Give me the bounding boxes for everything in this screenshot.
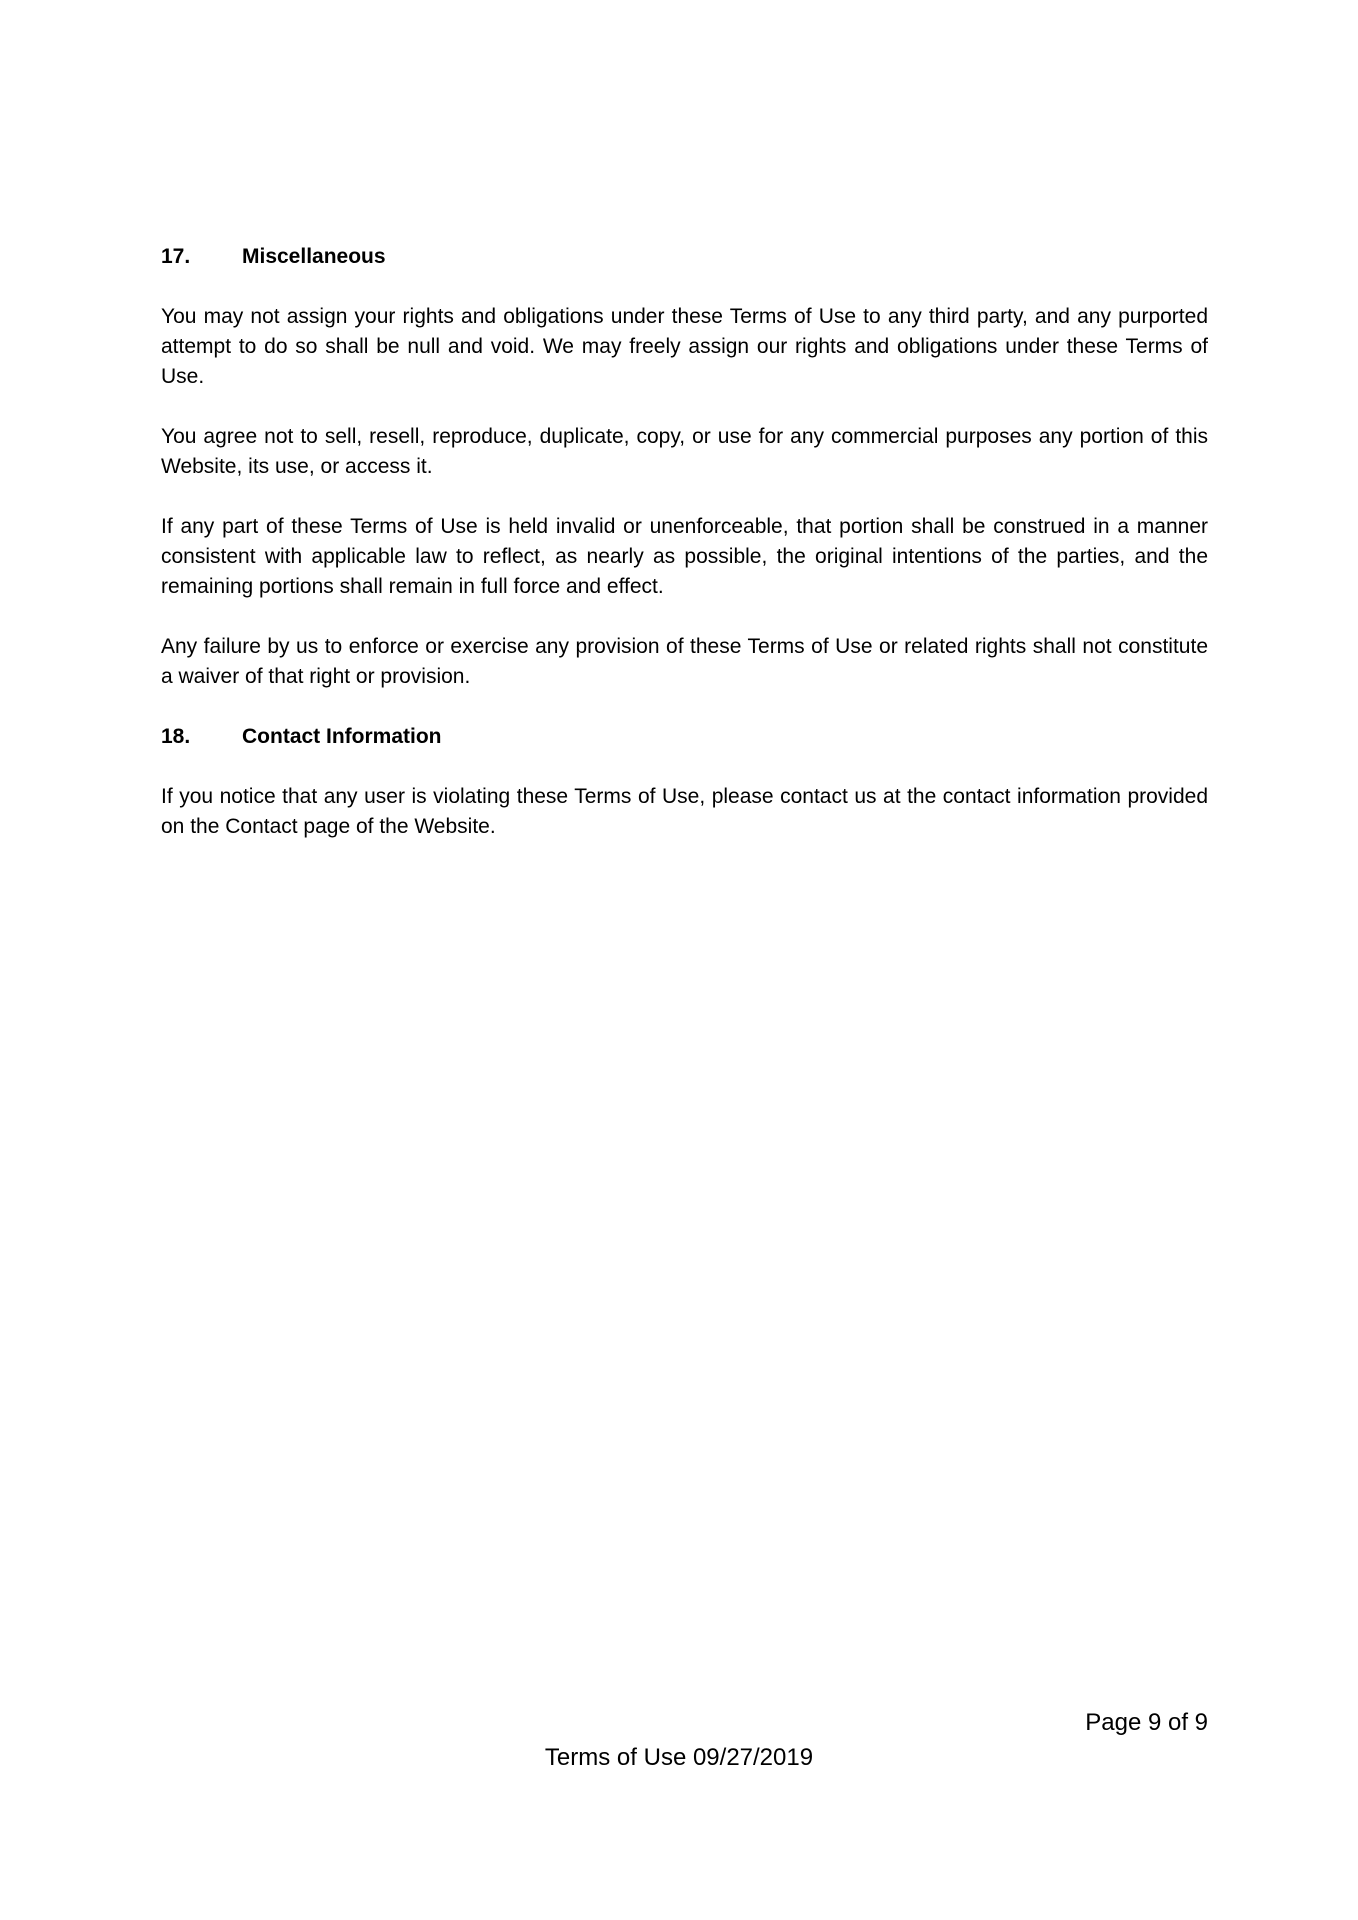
paragraph-severability: If any part of these Terms of Use is held invalid or unenforceable, that portion shall be construed in a manner consistent with applicable law to reflect, as nearly as possible, the original intentions of the parties, and the remaining portions shall remain in full force and effect. <box>161 515 1208 598</box>
page-number: Page 9 of 9 <box>1085 1709 1208 1736</box>
paragraph-waiver: Any failure by us to enforce or exercise any provision of these Terms of Use or related rights shall not constitute a waiver of that right or provision. <box>161 635 1208 688</box>
section-title: Miscellaneous <box>242 245 386 268</box>
paragraph-commercial-use: You agree not to sell, resell, reproduce, duplicate, copy, or use for any commercial purposes any portion of this Website, its use, or access it. <box>161 425 1208 478</box>
paragraph-assignment: You may not assign your rights and obligations under these Terms of Use to any third party, and any purported attempt to do so shall be null and void. We may freely assign our rights and obligations under these Terms of Use. <box>161 305 1208 388</box>
document-body <box>161 242 1208 872</box>
section-heading-contact-information <box>161 722 1208 752</box>
paragraph-contact: If you notice that any user is violating these Terms of Use, please contact us at the contact information provided on the Contact page of the Website. <box>161 785 1208 838</box>
footer-document-label: Terms of Use 09/27/2019 <box>544 1744 814 1771</box>
section-title: Contact Information <box>242 725 442 748</box>
section-number: 17. <box>161 245 191 268</box>
section-number: 18. <box>161 725 191 748</box>
section-heading-miscellaneous <box>161 242 1208 272</box>
